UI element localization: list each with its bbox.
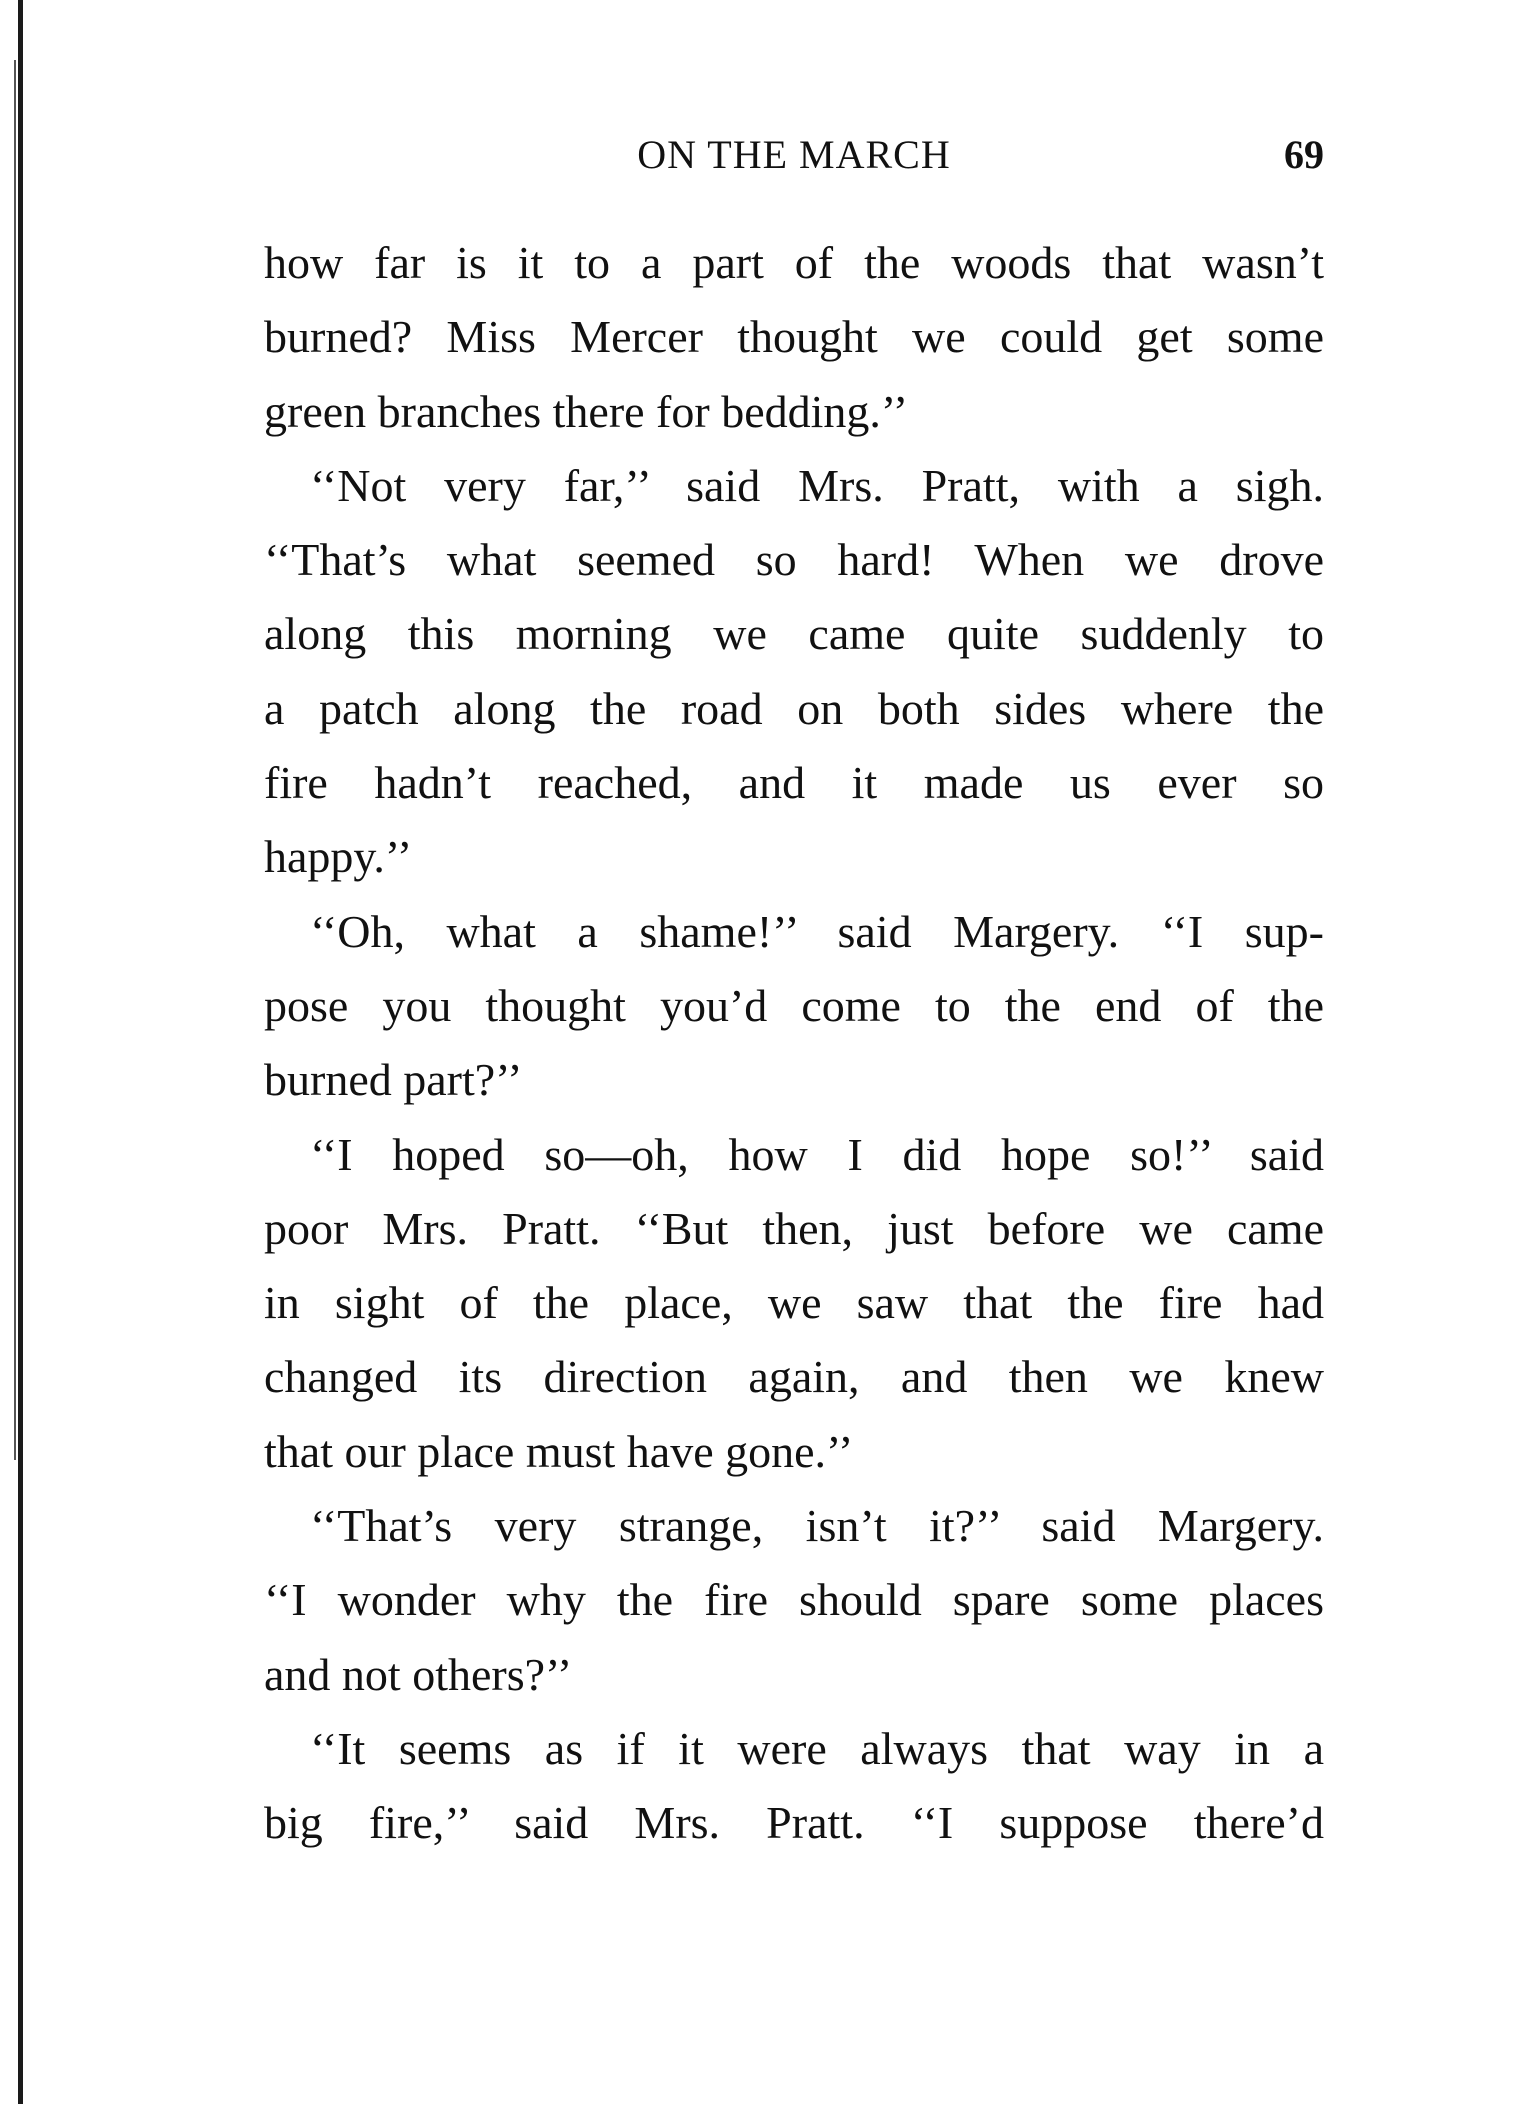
text-line: ‘‘Not very far,’’ said Mrs. Pratt, with a sigh. bbox=[310, 459, 1324, 511]
running-head bbox=[264, 130, 1324, 180]
text-line: burned part?’’ bbox=[264, 1054, 523, 1106]
page-number: 69 bbox=[1284, 132, 1324, 177]
text-line: ‘‘Oh, what a shame!’’ said Margery. ‘‘I sup- bbox=[310, 905, 1324, 957]
text-line: ‘‘That’s very strange, isn’t it?’’ said Margery. bbox=[310, 1500, 1324, 1552]
text-line: burned? Miss Mercer thought we could get some bbox=[264, 311, 1324, 363]
text-line: how far is it to a part of the woods that wasn’t bbox=[264, 237, 1324, 288]
text-line: big fire,’’ said Mrs. Pratt. ‘‘I suppose there’d bbox=[264, 1797, 1324, 1849]
text-line: ‘‘I wonder why the fire should spare some places bbox=[264, 1574, 1324, 1626]
text-line: along this morning we came quite suddenly to bbox=[264, 608, 1324, 660]
text-line: and not others?’’ bbox=[264, 1648, 573, 1700]
text-line: ‘‘That’s what seemed so hard! When we drove bbox=[264, 534, 1324, 586]
text-line: happy.’’ bbox=[264, 831, 413, 883]
text-line: green branches there for bedding.’’ bbox=[264, 385, 909, 437]
binding-edge bbox=[18, 0, 23, 2104]
running-title: ON THE MARCH bbox=[637, 132, 951, 177]
text-line: poor Mrs. Pratt. ‘‘But then, just before we came bbox=[264, 1202, 1324, 1254]
text-line: that our place must have gone.’’ bbox=[264, 1425, 854, 1477]
binding-shadow bbox=[14, 60, 16, 1460]
body-text bbox=[264, 226, 1324, 1861]
text-line: changed its direction again, and then we knew bbox=[264, 1351, 1324, 1403]
text-line: a patch along the road on both sides where the bbox=[264, 682, 1324, 734]
text-line: pose you thought you’d come to the end of the bbox=[264, 979, 1324, 1031]
text-line: in sight of the place, we saw that the fire had bbox=[264, 1277, 1324, 1329]
text-line: fire hadn’t reached, and it made us ever so bbox=[264, 757, 1324, 809]
text-line: ‘‘It seems as if it were always that way in a bbox=[310, 1722, 1324, 1774]
text-line: ‘‘I hoped so—oh, how I did hope so!’’ said bbox=[310, 1128, 1324, 1180]
